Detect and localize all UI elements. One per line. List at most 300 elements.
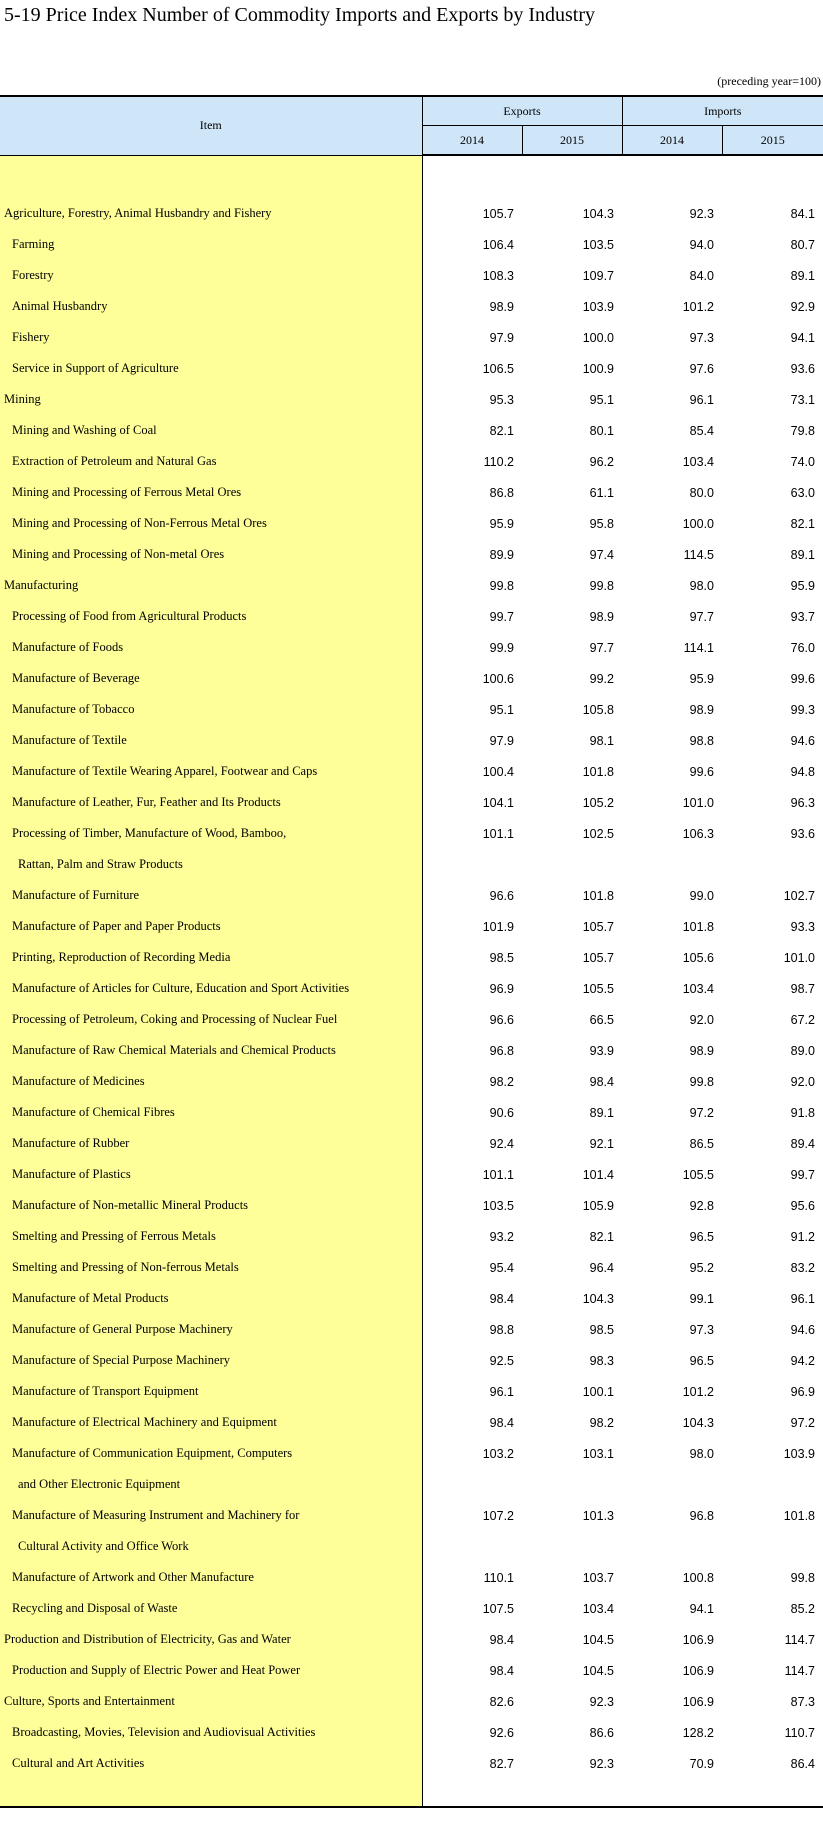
table-row	[0, 1314, 823, 1345]
imports-2014-value: 106.9	[682, 1663, 714, 1678]
imports-2015-value: 91.8	[790, 1105, 815, 1120]
imports-2015-value: 89.1	[790, 547, 815, 562]
table-row	[0, 570, 823, 601]
imports-2014-value: 92.3	[689, 206, 714, 221]
exports-2015-value: 102.5	[582, 826, 614, 841]
imports-2014-value: 114.5	[683, 547, 714, 562]
imports-2014-value	[622, 849, 722, 880]
imports-2014-value: 99.0	[689, 888, 714, 903]
row-item-label: Production and Supply of Electric Power and Heat Power	[0, 1655, 422, 1686]
exports-2014-value: 82.7	[422, 1748, 522, 1779]
exports-2015-value: 105.5	[582, 981, 614, 996]
tail-spacer-row	[0, 1779, 823, 1807]
imports-2015-value: 95.6	[790, 1198, 815, 1213]
exports-2015-value: 97.4	[589, 547, 614, 562]
exports-2015-value: 95.1	[589, 392, 614, 407]
table-row	[0, 601, 823, 632]
table-row	[0, 1748, 823, 1779]
table-row	[0, 539, 823, 570]
imports-2014-value: 97.3	[689, 330, 714, 345]
imports-2014-value: 80.0	[689, 485, 714, 500]
exports-2015-header: 2015	[522, 126, 622, 156]
imports-2014-value: 70.9	[689, 1756, 714, 1771]
table-row	[0, 756, 823, 787]
imports-2014-value: 128.2	[682, 1725, 714, 1740]
exports-2015-value: 103.9	[582, 299, 614, 314]
imports-2014-value: 97.2	[689, 1105, 714, 1120]
imports-2014-value: 100.0	[682, 516, 714, 531]
exports-2015-value: 105.2	[582, 795, 614, 810]
unit-note: (preceding year=100)	[717, 74, 821, 88]
exports-2015-value: 99.8	[589, 578, 614, 593]
table-row	[0, 508, 823, 539]
table-row	[0, 353, 823, 384]
exports-2014-value: 98.8	[422, 1314, 522, 1345]
imports-2015-value: 94.6	[790, 733, 815, 748]
exports-2014-value: 92.5	[422, 1345, 522, 1376]
imports-2015-value: 86.4	[790, 1756, 815, 1771]
row-item-label: Manufacture of Paper and Paper Products	[0, 911, 422, 942]
exports-2015-value: 98.5	[589, 1322, 614, 1337]
exports-2015-value: 61.1	[589, 485, 614, 500]
exports-2015-value: 99.2	[589, 671, 614, 686]
row-item-label: Extraction of Petroleum and Natural Gas	[0, 446, 422, 477]
exports-2014-value: 98.5	[422, 942, 522, 973]
imports-2014-value: 101.2	[682, 299, 714, 314]
exports-2014-value: 99.8	[422, 570, 522, 601]
exports-2015-value: 98.4	[589, 1074, 614, 1089]
exports-2014-value: 106.5	[422, 353, 522, 384]
imports-2015-value: 76.0	[790, 640, 815, 655]
imports-2014-value: 106.9	[682, 1632, 714, 1647]
exports-2015-value: 104.3	[582, 1291, 614, 1306]
exports-2015-value: 98.1	[589, 733, 614, 748]
table-row	[0, 260, 823, 291]
exports-2015-value: 101.3	[582, 1508, 614, 1523]
table-row	[0, 1531, 823, 1562]
exports-2015-value: 100.9	[582, 361, 614, 376]
imports-2014-value: 96.5	[689, 1229, 714, 1244]
imports-2014-value: 105.6	[682, 950, 714, 965]
row-item-label: Processing of Food from Agricultural Products	[0, 601, 422, 632]
table-row	[0, 1283, 823, 1314]
imports-2014-value: 99.1	[689, 1291, 714, 1306]
row-item-label: Smelting and Pressing of Ferrous Metals	[0, 1221, 422, 1252]
exports-2014-value: 98.4	[422, 1624, 522, 1655]
table-row	[0, 849, 823, 880]
exports-2014-value: 96.6	[422, 880, 522, 911]
row-item-label: Manufacture of Electrical Machinery and Equipment	[0, 1407, 422, 1438]
exports-2014-value: 93.2	[422, 1221, 522, 1252]
exports-2015-value: 95.8	[589, 516, 614, 531]
exports-2014-value: 98.4	[422, 1407, 522, 1438]
imports-2015-value	[722, 849, 823, 880]
table-row	[0, 198, 823, 229]
exports-2015-value: 104.3	[582, 206, 614, 221]
row-item-label: Manufacture of Non-metallic Mineral Products	[0, 1190, 422, 1221]
imports-2014-value: 100.8	[682, 1570, 714, 1585]
page-title: 5-19 Price Index Number of Commodity Imports and Exports by Industry	[4, 4, 596, 26]
table-row	[0, 725, 823, 756]
imports-2014-value: 96.5	[689, 1353, 714, 1368]
exports-2014-value: 108.3	[422, 260, 522, 291]
row-item-label: Manufacture of Textile	[0, 725, 422, 756]
row-item-label: Smelting and Pressing of Non-ferrous Metals	[0, 1252, 422, 1283]
table-row	[0, 1097, 823, 1128]
exports-2014-value: 95.3	[422, 384, 522, 415]
exports-2015-value: 100.0	[582, 330, 614, 345]
row-item-label: Cultural and Art Activities	[0, 1748, 422, 1779]
imports-2015-value: 97.2	[790, 1415, 815, 1430]
table-row	[0, 1035, 823, 1066]
imports-2015-value: 93.6	[790, 826, 815, 841]
imports-2014-value: 97.6	[689, 361, 714, 376]
exports-2015-value: 96.2	[589, 454, 614, 469]
imports-2015-value: 94.1	[790, 330, 815, 345]
table-row	[0, 415, 823, 446]
spacer-cell	[0, 155, 422, 198]
row-item-label: Processing of Timber, Manufacture of Wood, Bamboo,	[0, 818, 422, 849]
table-row	[0, 1438, 823, 1469]
imports-2015-value: 87.3	[790, 1694, 815, 1709]
imports-2014-value: 103.4	[682, 981, 714, 996]
exports-2015-value: 98.3	[589, 1353, 614, 1368]
row-item-label: Manufacture of Plastics	[0, 1159, 422, 1190]
exports-2015-value: 104.5	[582, 1663, 614, 1678]
exports-2014-value: 103.2	[422, 1438, 522, 1469]
imports-2015-value: 94.2	[790, 1353, 815, 1368]
row-item-label: Mining and Processing of Ferrous Metal Ores	[0, 477, 422, 508]
exports-2014-value: 90.6	[422, 1097, 522, 1128]
imports-2014-value: 98.9	[689, 1043, 714, 1058]
imports-2015-value: 92.0	[790, 1074, 815, 1089]
table-row	[0, 1469, 823, 1500]
exports-2014-value: 97.9	[422, 725, 522, 756]
table-row	[0, 818, 823, 849]
exports-2015-value: 66.5	[589, 1012, 614, 1027]
table-row	[0, 911, 823, 942]
exports-2015-value: 98.9	[589, 609, 614, 624]
price-index-table	[0, 95, 823, 1808]
exports-2015-value: 100.1	[582, 1384, 614, 1399]
imports-2014-header: 2014	[622, 126, 722, 156]
table-row	[0, 291, 823, 322]
row-item-label: Manufacture of Medicines	[0, 1066, 422, 1097]
row-item-label: Manufacture of Special Purpose Machinery	[0, 1345, 422, 1376]
exports-2015-value: 80.1	[589, 423, 614, 438]
exports-2015-value: 89.1	[589, 1105, 614, 1120]
imports-2015-value: 99.8	[790, 1570, 815, 1585]
imports-2015-value: 114.7	[784, 1632, 815, 1647]
table-row	[0, 1252, 823, 1283]
exports-2014-value	[422, 1531, 522, 1562]
imports-2015-value: 82.1	[790, 516, 815, 531]
exports-2015-value: 109.7	[582, 268, 614, 283]
exports-header: Exports	[422, 96, 622, 126]
exports-2015-value: 105.7	[582, 950, 614, 965]
table-row	[0, 1190, 823, 1221]
imports-2015-value: 93.7	[790, 609, 815, 624]
exports-2015-value: 105.7	[582, 919, 614, 934]
row-item-label: Fishery	[0, 322, 422, 353]
imports-2014-value: 86.5	[689, 1136, 714, 1151]
exports-2014-value: 96.6	[422, 1004, 522, 1035]
imports-2014-value: 92.8	[689, 1198, 714, 1213]
imports-2015-value: 99.7	[790, 1167, 815, 1182]
exports-2014-value: 100.6	[422, 663, 522, 694]
table-row	[0, 1593, 823, 1624]
row-item-label: Manufacture of Metal Products	[0, 1283, 422, 1314]
row-item-label: Printing, Reproduction of Recording Media	[0, 942, 422, 973]
row-item-label: Manufacture of Foods	[0, 632, 422, 663]
spacer-row	[0, 155, 823, 198]
exports-2014-value: 96.1	[422, 1376, 522, 1407]
exports-2014-value: 92.4	[422, 1128, 522, 1159]
exports-2014-value: 107.2	[422, 1500, 522, 1531]
exports-2014-value: 95.1	[422, 694, 522, 725]
imports-2015-value: 85.2	[790, 1601, 815, 1616]
row-item-label: Forestry	[0, 260, 422, 291]
table-row	[0, 1345, 823, 1376]
exports-2014-value	[422, 849, 522, 880]
exports-2014-value: 98.4	[422, 1283, 522, 1314]
exports-2014-value: 110.1	[422, 1562, 522, 1593]
imports-2015-value: 103.9	[783, 1446, 815, 1461]
imports-2015-value: 96.1	[790, 1291, 815, 1306]
row-item-label: Manufacture of Textile Wearing Apparel, Footwear and Caps	[0, 756, 422, 787]
imports-2015-value: 99.6	[790, 671, 815, 686]
imports-2015-value: 92.9	[790, 299, 815, 314]
imports-2014-value: 95.2	[689, 1260, 714, 1275]
row-item-label: Agriculture, Forestry, Animal Husbandry and Fishery	[0, 198, 422, 229]
table-row	[0, 1655, 823, 1686]
row-item-label: Production and Distribution of Electricity, Gas and Water	[0, 1624, 422, 1655]
exports-2015-value: 96.4	[589, 1260, 614, 1275]
exports-2015-value: 103.7	[582, 1570, 614, 1585]
imports-2015-header: 2015	[722, 126, 823, 156]
imports-2015-value: 79.8	[790, 423, 815, 438]
exports-2015-value	[522, 1531, 622, 1562]
row-item-label: Rattan, Palm and Straw Products	[0, 849, 422, 880]
exports-2014-value: 95.9	[422, 508, 522, 539]
exports-2014-value: 101.9	[422, 911, 522, 942]
row-item-label: Manufacture of Furniture	[0, 880, 422, 911]
imports-2014-value	[622, 1469, 722, 1500]
imports-2015-value: 89.0	[790, 1043, 815, 1058]
row-item-label: Manufacture of Rubber	[0, 1128, 422, 1159]
exports-2015-value: 101.8	[582, 764, 614, 779]
exports-2014-value: 99.9	[422, 632, 522, 663]
imports-2015-value: 84.1	[790, 206, 815, 221]
row-item-label: Farming	[0, 229, 422, 260]
table-row	[0, 1500, 823, 1531]
row-item-label: Manufacture of General Purpose Machinery	[0, 1314, 422, 1345]
imports-2015-value	[722, 1469, 823, 1500]
table-row	[0, 880, 823, 911]
row-item-label: Cultural Activity and Office Work	[0, 1531, 422, 1562]
table-row	[0, 632, 823, 663]
imports-2014-value: 99.6	[689, 764, 714, 779]
imports-2015-value: 95.9	[790, 578, 815, 593]
exports-2014-value: 106.4	[422, 229, 522, 260]
imports-2015-value: 114.7	[784, 1663, 815, 1678]
exports-2014-value: 98.9	[422, 291, 522, 322]
imports-2014-value: 98.0	[689, 1446, 714, 1461]
imports-2014-value: 84.0	[689, 268, 714, 283]
row-item-label: Mining and Processing of Non-Ferrous Metal Ores	[0, 508, 422, 539]
imports-2014-value: 101.8	[682, 919, 714, 934]
exports-2014-value: 92.6	[422, 1717, 522, 1748]
table-row	[0, 1128, 823, 1159]
exports-2015-value: 92.3	[589, 1756, 614, 1771]
table-row	[0, 942, 823, 973]
imports-2015-value: 83.2	[790, 1260, 815, 1275]
imports-2014-value: 94.1	[689, 1601, 714, 1616]
imports-2014-value: 85.4	[689, 423, 714, 438]
imports-2015-value: 101.8	[783, 1508, 815, 1523]
exports-2014-value: 101.1	[422, 818, 522, 849]
row-item-label: Mining	[0, 384, 422, 415]
imports-2015-value: 93.6	[790, 361, 815, 376]
imports-2015-value: 98.7	[790, 981, 815, 996]
row-item-label: Manufacture of Tobacco	[0, 694, 422, 725]
row-item-label: Manufacture of Leather, Fur, Feather and Its Products	[0, 787, 422, 818]
table-row	[0, 322, 823, 353]
exports-2014-value: 100.4	[422, 756, 522, 787]
price-index-table-container	[0, 95, 823, 1808]
imports-2015-value: 101.0	[783, 950, 815, 965]
imports-2014-value: 99.8	[689, 1074, 714, 1089]
table-row	[0, 694, 823, 725]
exports-2014-value: 95.4	[422, 1252, 522, 1283]
exports-2014-value: 96.8	[422, 1035, 522, 1066]
imports-2015-value: 80.7	[790, 237, 815, 252]
exports-2014-value: 103.5	[422, 1190, 522, 1221]
imports-2015-value: 94.6	[790, 1322, 815, 1337]
imports-2014-value: 96.1	[689, 392, 714, 407]
imports-2014-value: 98.8	[689, 733, 714, 748]
imports-2014-value	[622, 1531, 722, 1562]
imports-header: Imports	[622, 96, 823, 126]
table-row	[0, 1624, 823, 1655]
table-row	[0, 663, 823, 694]
exports-2015-value: 92.3	[589, 1694, 614, 1709]
imports-2015-value: 89.4	[790, 1136, 815, 1151]
imports-2014-value: 114.1	[683, 640, 714, 655]
exports-2015-value: 105.9	[582, 1198, 614, 1213]
imports-2015-value: 91.2	[790, 1229, 815, 1244]
exports-2014-value: 82.1	[422, 415, 522, 446]
imports-2014-value: 98.0	[689, 578, 714, 593]
exports-2014-value: 107.5	[422, 1593, 522, 1624]
imports-2014-value: 106.9	[682, 1694, 714, 1709]
imports-2015-value: 63.0	[790, 485, 815, 500]
table-row	[0, 1407, 823, 1438]
row-item-label: Processing of Petroleum, Coking and Processing of Nuclear Fuel	[0, 1004, 422, 1035]
exports-2014-value: 98.4	[422, 1655, 522, 1686]
row-item-label: Recycling and Disposal of Waste	[0, 1593, 422, 1624]
imports-2014-value: 103.4	[682, 454, 714, 469]
imports-2015-value: 93.3	[790, 919, 815, 934]
row-item-label: Manufacture of Measuring Instrument and Machinery for	[0, 1500, 422, 1531]
exports-2014-value: 82.6	[422, 1686, 522, 1717]
table-row	[0, 446, 823, 477]
table-row	[0, 1004, 823, 1035]
exports-2015-value	[522, 849, 622, 880]
row-item-label: Manufacture of Articles for Culture, Education and Sport Activities	[0, 973, 422, 1004]
imports-2014-value: 105.5	[682, 1167, 714, 1182]
row-item-label: Mining and Processing of Non-metal Ores	[0, 539, 422, 570]
exports-2015-value: 101.8	[582, 888, 614, 903]
row-item-label: Broadcasting, Movies, Television and Audiovisual Activities	[0, 1717, 422, 1748]
table-row	[0, 1159, 823, 1190]
exports-2014-value: 89.9	[422, 539, 522, 570]
imports-2014-value: 92.0	[689, 1012, 714, 1027]
exports-2015-value: 98.2	[589, 1415, 614, 1430]
row-item-label: Manufacture of Beverage	[0, 663, 422, 694]
exports-2014-value: 99.7	[422, 601, 522, 632]
imports-2015-value: 96.9	[790, 1384, 815, 1399]
exports-2014-value: 110.2	[422, 446, 522, 477]
row-item-label: and Other Electronic Equipment	[0, 1469, 422, 1500]
table-body	[0, 155, 823, 1807]
exports-2014-value	[422, 1469, 522, 1500]
row-item-label: Manufacture of Artwork and Other Manufacture	[0, 1562, 422, 1593]
imports-2014-value: 101.0	[682, 795, 714, 810]
row-item-label: Manufacture of Transport Equipment	[0, 1376, 422, 1407]
row-item-label: Manufacture of Communication Equipment, Computers	[0, 1438, 422, 1469]
imports-2015-value: 73.1	[790, 392, 815, 407]
exports-2014-header: 2014	[422, 126, 522, 156]
imports-2014-value: 104.3	[682, 1415, 714, 1430]
imports-2015-value: 94.8	[790, 764, 815, 779]
imports-2015-value: 89.1	[790, 268, 815, 283]
imports-2014-value: 94.0	[689, 237, 714, 252]
exports-2015-value: 101.4	[582, 1167, 614, 1182]
table-row	[0, 787, 823, 818]
row-item-label: Culture, Sports and Entertainment	[0, 1686, 422, 1717]
imports-2014-value: 106.3	[682, 826, 714, 841]
exports-2015-value: 97.7	[589, 640, 614, 655]
table-row	[0, 973, 823, 1004]
imports-2014-value: 97.7	[689, 609, 714, 624]
table-row	[0, 1717, 823, 1748]
imports-2015-value: 102.7	[783, 888, 815, 903]
exports-2014-value: 97.9	[422, 322, 522, 353]
row-item-label: Manufacturing	[0, 570, 422, 601]
exports-2015-value: 92.1	[589, 1136, 614, 1151]
imports-2015-value: 99.3	[790, 702, 815, 717]
exports-2015-value: 104.5	[582, 1632, 614, 1647]
exports-2015-value: 103.1	[582, 1446, 614, 1461]
exports-2015-value: 103.4	[582, 1601, 614, 1616]
imports-2014-value: 97.3	[689, 1322, 714, 1337]
exports-2015-value: 82.1	[589, 1229, 614, 1244]
table-row	[0, 1562, 823, 1593]
imports-2015-value	[722, 1531, 823, 1562]
row-item-label: Mining and Washing of Coal	[0, 415, 422, 446]
exports-2015-value: 93.9	[589, 1043, 614, 1058]
imports-2015-value: 96.3	[790, 795, 815, 810]
imports-2014-value: 96.8	[689, 1508, 714, 1523]
imports-2015-value: 110.7	[784, 1725, 815, 1740]
exports-2015-value: 103.5	[582, 237, 614, 252]
table-row	[0, 1066, 823, 1097]
exports-2015-value: 86.6	[589, 1725, 614, 1740]
exports-2015-value: 105.8	[582, 702, 614, 717]
imports-2014-value: 95.9	[689, 671, 714, 686]
row-item-label: Service in Support of Agriculture	[0, 353, 422, 384]
